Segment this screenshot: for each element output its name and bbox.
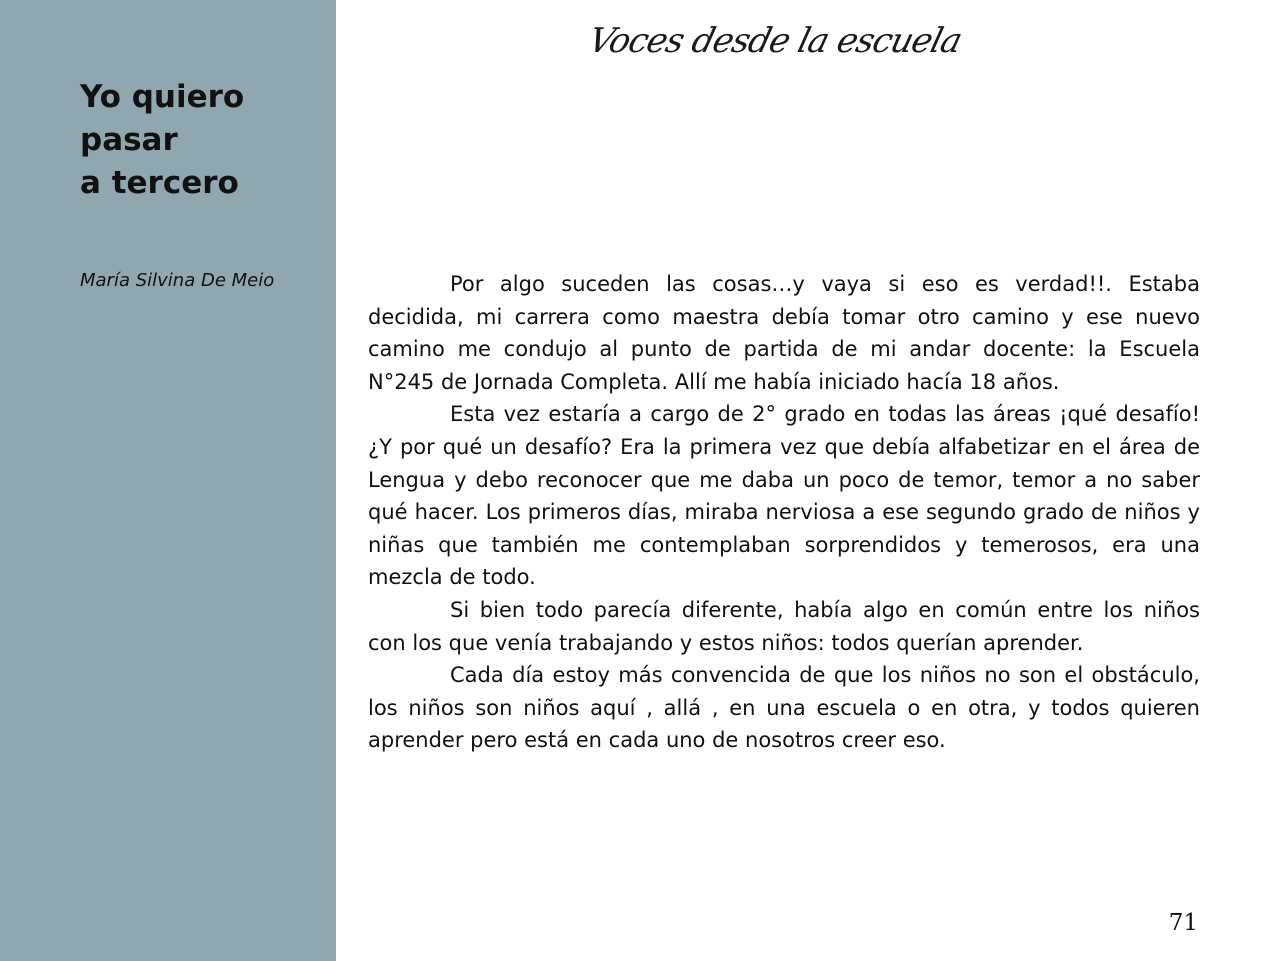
chapter-title — [80, 76, 320, 205]
paragraph-1: Por algo suceden las cosas…y vaya si eso es verdad!!. Estaba decidida, mi carrera como maestra debía tomar otro camino y ese nuevo camino me condujo al punto de partida de mi andar docente: la Escuela N°245 de Jornada Completa. Allí me había iniciado hacía 18 años. — [368, 272, 1200, 394]
chapter-title-line-3: a tercero — [80, 165, 239, 201]
running-head: Voces desde la escuela — [584, 21, 966, 61]
chapter-title-line-1: Yo quiero — [80, 79, 245, 115]
paragraph-4: Cada día estoy más convencida de que los niños no son el obstáculo, los niños son niños aquí , allá , en una escuela o en otra, y todos quieren aprender pero está en cada uno de nosotros creer eso. — [368, 663, 1200, 753]
page-number: 71 — [1168, 910, 1198, 936]
body-text — [368, 268, 1200, 757]
paragraph-2: Esta vez estaría a cargo de 2° grado en todas las áreas ¡qué desafío! ¿Y por qué un desafío? Era la primera vez que debía alfabetizar en el área de Lengua y debo reconocer que me daba un poco de temor, temor a no saber qué hacer. Los primeros días, miraba nerviosa a ese segundo grado de niños y niñas que también me contemplaban sorprendidos y temerosos, era una mezcla de todo. — [368, 402, 1200, 590]
chapter-title-line-2: pasar — [80, 122, 178, 158]
paragraph-3: Si bien todo parecía diferente, había algo en común entre los niños con los que venía trabajando y estos niños: todos querían aprender. — [368, 597, 1200, 655]
author-name: María Silvina De Meio — [80, 270, 275, 291]
